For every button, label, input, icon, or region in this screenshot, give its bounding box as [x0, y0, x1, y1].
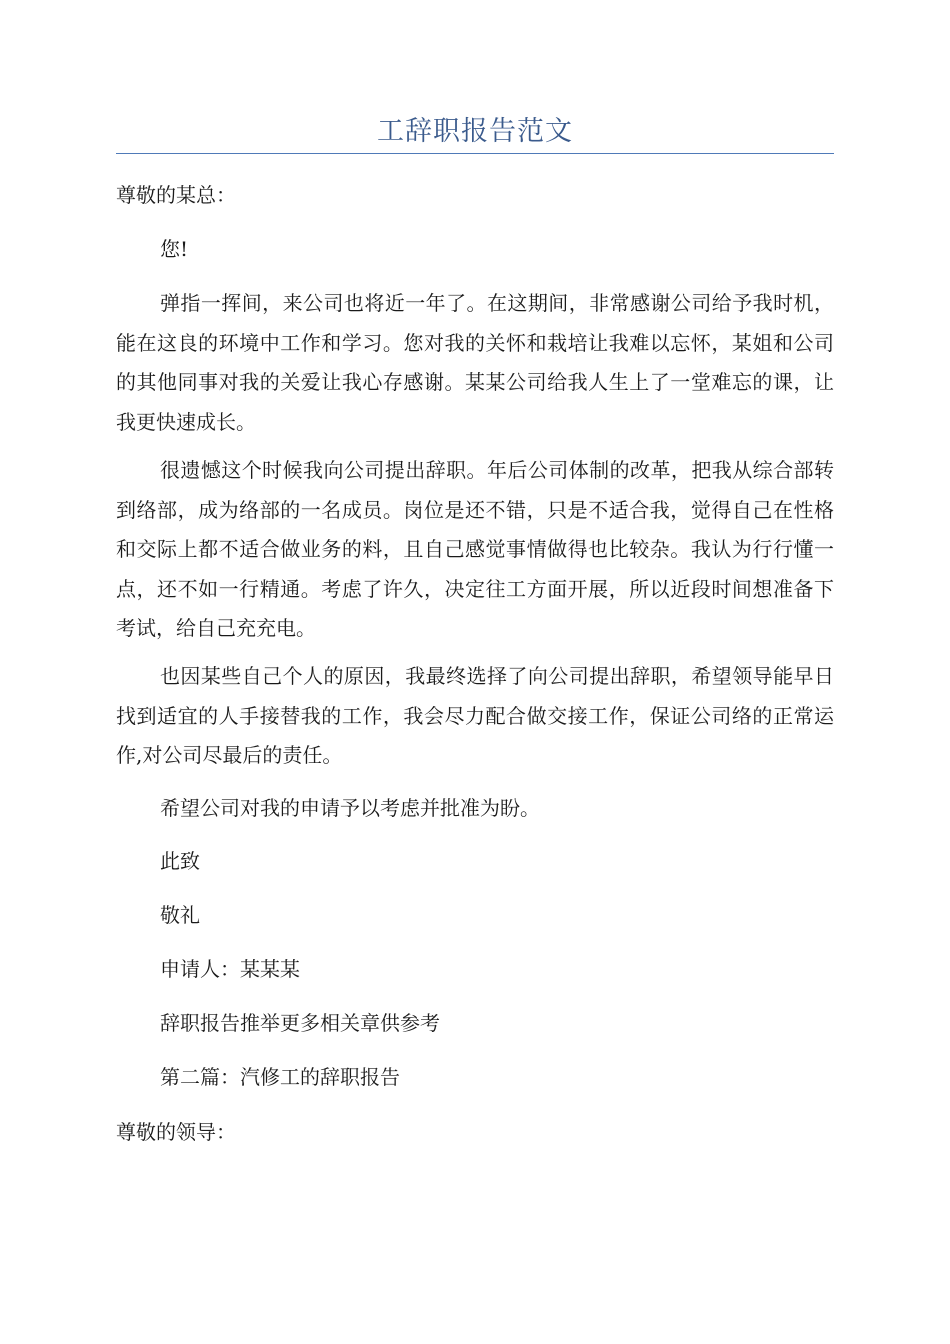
recommend-line: 辞职报告推举更多相关章供参考: [160, 1011, 440, 1035]
second-section-title: 第二篇：汽修工的辞职报告: [160, 1065, 400, 1089]
salutation: 您!: [160, 237, 189, 261]
paragraph-2: 很遗憾这个时候我向公司提出辞职。年后公司体制的改革，把我从综合部转到络部，成为络部的一名成员。岗位是还不错，只是不适合我，觉得自己在性格和交际上都不适合做业务的料，且自己感觉事情做得也比较杂。我认为行行懂一点，还不如一行精通。考虑了许久，决定往工方面开展，所以近段时间想准备下考试，给自己充充电。: [116, 458, 834, 640]
applicant-line: 申请人：某某某: [160, 957, 300, 981]
closing-request: 希望公司对我的申请予以考虑并批准为盼。: [160, 796, 540, 820]
paragraph-1: 弹指一挥间，来公司也将近一年了。在这期间，非常感谢公司给予我时机，能在这良的环境中工作和学习。您对我的关怀和栽培让我难以忘怀，某姐和公司的其他同事对我的关爱让我心存感谢。某某公司给我人生上了一堂难忘的课，让我更快速成长。: [116, 291, 834, 434]
greeting: 尊敬的某总：: [116, 183, 236, 207]
document-title: 工辞职报告范文: [377, 116, 573, 147]
second-greeting: 尊敬的领导：: [116, 1120, 236, 1144]
closing-line-2: 敬礼: [160, 903, 200, 927]
closing-line-1: 此致: [160, 849, 200, 873]
paragraph-3: 也因某些自己个人的原因，我最终选择了向公司提出辞职，希望领导能早日找到适宜的人手接替我的工作，我会尽力配合做交接工作，保证公司络的正常运作,对公司尽最后的责任。: [116, 664, 834, 767]
title-underline: [116, 153, 834, 154]
